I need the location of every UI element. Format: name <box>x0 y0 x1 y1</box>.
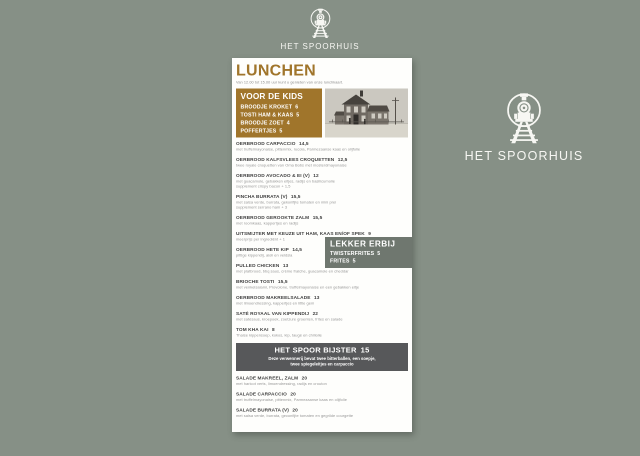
item-price: 8 <box>272 327 275 333</box>
item-price: 22 <box>312 311 319 317</box>
side-item-price: 5 <box>352 258 356 264</box>
kids-item-price: 6 <box>295 104 299 110</box>
station-photo-illustration <box>325 89 408 138</box>
menu-item <box>236 392 408 403</box>
item-description: met guacamole, gebakken eitjes, radijs en basilicumolie <box>236 179 335 184</box>
kids-item <box>241 127 318 135</box>
kids-item-name: BROODJE KROKET <box>240 104 293 110</box>
item-supplement: supplement crispy bacon + 1,5 <box>236 184 291 189</box>
top-logo <box>280 5 359 51</box>
item-price: 12,5 <box>337 157 348 163</box>
item-name: OERBROOD GEROOKTE ZALM <box>236 215 310 221</box>
kids-item-name: BROODJE ZOET <box>240 120 284 126</box>
item-price: 13 <box>314 295 320 301</box>
item-price: 9 <box>368 231 372 237</box>
item-name: OERBROOD HETE KIP <box>236 247 289 253</box>
item-price: 20 <box>290 391 296 397</box>
logo-wordmark: HET SPOORHUIS <box>280 42 360 51</box>
item-description: pittige kippendij, aioli en veldsla <box>236 253 293 258</box>
menu-item <box>236 173 408 189</box>
menu-item <box>236 311 408 322</box>
special-description: Deze verwennerij bevat twee bitterballen, een soepje, twee spiegeleitjes en carpaccio <box>268 356 376 367</box>
sides-item-list <box>330 250 407 265</box>
menu-item <box>236 194 408 210</box>
menu-item <box>236 157 408 168</box>
kids-item-price: 4 <box>286 120 290 126</box>
kids-box-title: VOOR DE KIDS <box>240 92 303 101</box>
kids-item-name: POFFERTJES <box>240 128 277 134</box>
side-item <box>330 250 407 258</box>
item-name: BRIOCHE TOSTI <box>236 279 275 285</box>
item-supplement: supplement serrano ham + 3 <box>236 205 288 210</box>
menu-item <box>236 376 408 387</box>
sides-box-title: LEKKER ERBIJ <box>330 239 396 249</box>
menu-item <box>236 295 408 306</box>
side-item-name: FRITES <box>330 258 350 264</box>
train-logo-icon <box>495 87 553 145</box>
menu-item <box>236 279 408 290</box>
item-description: met satésaus, kroepoek, zoetzure groenten, frites en salade <box>236 317 343 322</box>
item-description: met venkelsalami, Provolone, truffelmayonaise en een gebakken eitje <box>236 285 360 290</box>
item-description: meerprijs per ingrediënt + 1 <box>236 237 285 242</box>
item-name: OERBROOD AVOCADO & EI (V) <box>236 173 310 179</box>
kids-and-photo-row <box>236 89 408 138</box>
item-description: met haricot verts, limoendressing, radijs en crouton <box>236 381 327 386</box>
kids-item-name: TOSTI HAM & KAAS <box>240 112 294 118</box>
item-price: 15,5 <box>312 215 323 221</box>
item-description: met roomkaas, kappertjes en radijs <box>236 221 299 226</box>
special-name: HET SPOOR BIJSTER <box>274 346 357 355</box>
menu-item <box>236 327 408 338</box>
item-price: 12 <box>313 173 319 179</box>
train-logo-icon <box>303 5 337 39</box>
special-box-title <box>239 347 405 355</box>
logo-wordmark: HET SPOORHUIS <box>464 149 584 163</box>
kids-item <box>241 103 318 111</box>
side-logo <box>462 87 586 163</box>
item-price: 13 <box>282 263 289 269</box>
side-item <box>330 258 407 266</box>
item-description: met limoendressing, kappertjes en little gem <box>236 301 315 306</box>
station-photo <box>325 89 408 138</box>
item-name: SALADE CARPACCIO <box>236 391 287 397</box>
item-name: SALADE BURRATA (V) <box>236 407 289 413</box>
menu-card-content <box>232 58 412 432</box>
menu-item <box>236 215 408 226</box>
item-description: met salsa verde, burrata, gekonfijte tomaten en mini prei <box>236 200 337 205</box>
side-item-name: TWISTERFRITES <box>330 250 375 257</box>
item-description: met platbrood, bbq saus, crème fraîche, guacamole en cheddar <box>236 269 349 274</box>
item-name: OERBROOD KALFSVLEES CROQUETTEN <box>236 157 335 163</box>
item-name: SATÉ ROYAAL VAN KIPPENDIJ <box>236 311 310 317</box>
special-price: 15 <box>360 346 370 355</box>
item-price: 20 <box>292 407 298 413</box>
item-name: SALADE MAKREEL, ZALM <box>236 375 299 381</box>
item-name: PINCHA BURRATA (V) <box>236 194 288 200</box>
item-name: OERBROOD CARPACCIO <box>236 141 296 147</box>
salad-item-list <box>236 376 408 419</box>
item-description: twee royale croquetten van Oma Bobs met mosterdmayonaise <box>236 163 347 168</box>
kids-item-price: 5 <box>296 112 300 118</box>
item-name: TOM KHA KAI <box>236 327 269 333</box>
side-item-price: 5 <box>377 250 381 257</box>
menu-item <box>236 408 408 419</box>
item-description: met salsa verde, burrata, geconfijte tomaten en gegrilde courgette <box>236 413 354 418</box>
item-description: met truffelmayonaise, pittenmix, Parmezaanse kaas en olijfolie <box>236 397 347 402</box>
kids-item <box>241 119 318 127</box>
menu-title: LUNCHEN <box>236 61 316 79</box>
item-price: 15,5 <box>277 279 288 285</box>
item-description: Thaise kippensoep, kokos, kip, taugé en chiliolie <box>236 333 322 338</box>
item-description: met truffelmayonaise, pittenmix, rucola, Parmezaanse kaas en olijfolie <box>236 147 361 152</box>
item-name: OERBROOD MAKREELSALADE <box>236 295 311 301</box>
item-name: UITSMIJTER MET KEUZE UIT HAM, KAAS EN/OF SPEK <box>236 231 365 237</box>
item-price: 15,5 <box>290 194 301 200</box>
menu-subtitle: Van 12.00 tot 15.00 uur kunt u genieten van onze lunchkaart. <box>236 80 344 85</box>
item-price: 14,5 <box>292 247 303 253</box>
kids-item <box>241 111 318 119</box>
item-name: PULLED CHICKEN <box>236 263 280 269</box>
kids-item-price: 5 <box>279 128 283 134</box>
item-price: 20 <box>301 375 308 381</box>
menu-item <box>236 141 408 152</box>
kids-box <box>236 89 322 138</box>
special-box <box>236 343 408 371</box>
kids-item-list <box>241 103 318 135</box>
menu-card <box>232 58 412 432</box>
sides-box <box>325 237 412 268</box>
item-price: 14,5 <box>299 141 309 147</box>
